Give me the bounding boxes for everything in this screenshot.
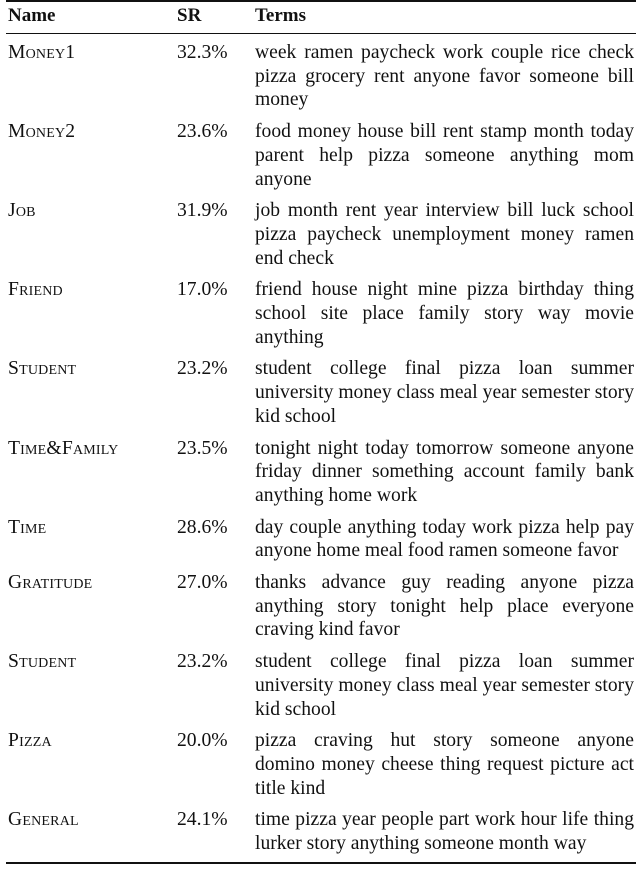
topic-sr: 31.9%	[177, 200, 228, 222]
topic-terms: job month rent year interview bill luck school pizza paycheck unemployment money ramen end check	[255, 200, 634, 269]
table-row	[6, 434, 636, 513]
topic-sr: 23.2%	[177, 651, 228, 673]
table-row	[6, 647, 636, 726]
table-row	[6, 726, 636, 805]
topic-name: Time&Family	[8, 437, 119, 459]
table-row	[6, 117, 636, 196]
topic-terms: friend house night mine pizza birthday thing school site place family story way movie anything	[255, 279, 634, 348]
topic-terms: week ramen paycheck work couple rice check pizza grocery rent anyone favor someone bill money	[255, 42, 634, 111]
topic-terms: student college final pizza loan summer university money class meal year semester story kid school	[255, 358, 634, 427]
topic-terms: tonight night today tomorrow someone anyone friday dinner something account family bank anything home work	[255, 437, 634, 506]
header-sr: SR	[172, 2, 253, 34]
table-row	[6, 354, 636, 433]
topic-sr: 17.0%	[177, 279, 228, 301]
topic-name: Student	[8, 358, 77, 380]
table-row	[6, 805, 636, 862]
topic-sr: 32.3%	[177, 42, 228, 63]
table-row	[6, 568, 636, 647]
topic-sr: 23.5%	[177, 437, 228, 459]
topic-terms: food money house bill rent stamp month today parent help pizza someone anything mom anyone	[255, 121, 634, 190]
topic-terms: day couple anything today work pizza help pay anyone home meal food ramen someone favor	[255, 516, 634, 562]
topic-sr: 23.6%	[177, 121, 228, 143]
table-header	[6, 1, 636, 34]
topic-name: Time	[8, 516, 47, 538]
topic-sr: 28.6%	[177, 516, 228, 538]
topic-name: Pizza	[8, 730, 52, 752]
topic-terms: pizza craving hut story someone anyone domino money cheese thing request picture act title kind	[255, 730, 634, 799]
table-row	[6, 275, 636, 354]
topic-name: Student	[8, 651, 77, 673]
topic-terms: time pizza year people part work hour life thing lurker story anything someone month way	[253, 805, 636, 862]
table-row	[6, 34, 636, 118]
topic-sr: 23.2%	[177, 358, 228, 380]
topic-terms: thanks advance guy reading anyone pizza anything story tonight help place everyone craving kind favor	[255, 572, 634, 641]
topic-name: Money1	[8, 42, 76, 63]
topic-terms: student college final pizza loan summer university money class meal year semester story kid school	[255, 651, 634, 720]
topic-name: General	[6, 805, 172, 862]
topic-sr: 27.0%	[177, 572, 228, 594]
table-body	[6, 34, 636, 863]
table-row	[6, 196, 636, 275]
topic-table	[6, 0, 636, 864]
header-name: Name	[6, 2, 172, 34]
topic-sr: 24.1%	[172, 805, 253, 862]
header-row	[6, 2, 636, 34]
topic-name: Job	[8, 200, 36, 222]
table-row	[6, 513, 636, 568]
topic-name: Money2	[8, 121, 76, 143]
topic-name: Gratitude	[8, 572, 93, 594]
topic-name: Friend	[8, 279, 63, 301]
topic-sr: 20.0%	[177, 730, 228, 752]
header-terms: Terms	[253, 2, 636, 34]
